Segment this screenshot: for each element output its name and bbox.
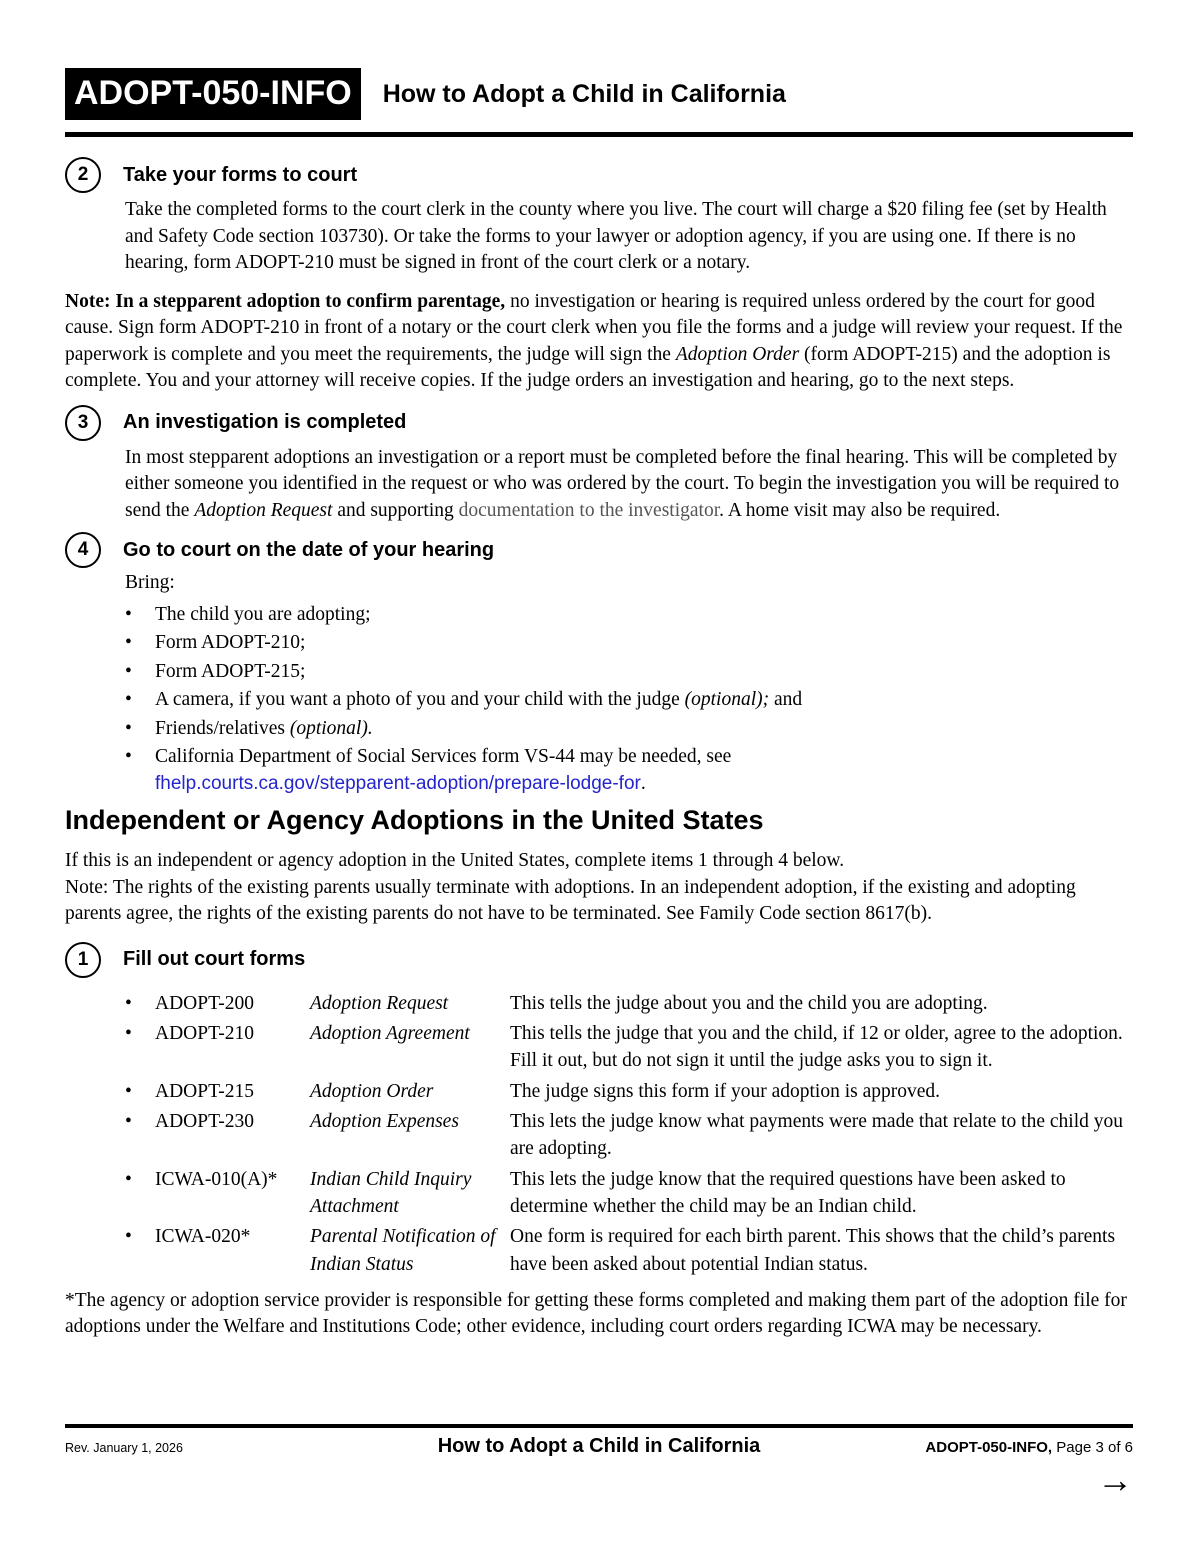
bullet-marker: • [125, 746, 132, 768]
step-number-badge: 2 [65, 157, 101, 193]
page-title: How to Adopt a Child in California [382, 79, 786, 108]
text-segment: California Department of Social Services form VS-44 may be needed, see [155, 746, 732, 768]
bullet-marker: • [125, 717, 132, 739]
step-heading: Fill out court forms [123, 948, 306, 971]
list-item [125, 716, 1133, 743]
doc-header [65, 68, 1133, 120]
bullet-text [155, 659, 1133, 686]
bring-list [65, 602, 1133, 798]
text-segment: no investigation or hearing is required unless ordered by the court for good cause. Sign form ADOPT-210 in front of a notary or the court clerk when you file the forms and a judge will review your request. If the paperwork is complete and you meet the requirements, the judge will sign the [65, 290, 1123, 365]
bullet-marker: • [125, 689, 132, 711]
bullet-marker: • [125, 992, 132, 1014]
text-segment: . [640, 772, 646, 794]
step-heading: Go to court on the date of your hearing [123, 538, 495, 561]
footer-page-number: Page 3 of 6 [1056, 1439, 1133, 1456]
step-head [65, 405, 1133, 441]
footer-title: How to Adopt a Child in California [437, 1435, 761, 1457]
form-row [125, 1166, 1133, 1221]
form-description: One form is required for each birth parent. This shows that the child’s parents have been asked about potential Indian status. [510, 1226, 1116, 1275]
form-name: Adoption Request [310, 992, 449, 1014]
step-head [65, 157, 1133, 193]
footer [65, 1424, 1133, 1498]
bullet-text [155, 716, 1133, 743]
form-name: Adoption Agreement [310, 1023, 470, 1045]
bullet-marker: • [125, 1111, 132, 1133]
bullet-marker: • [125, 1080, 132, 1102]
text-segment: Adoption Request [194, 499, 333, 521]
step-head [65, 942, 1133, 978]
form-description: This lets the judge know what payments were made that relate to the child you are adopting. [510, 1111, 1123, 1160]
step-heading: An investigation is completed [123, 411, 407, 434]
form-code: ICWA-010(A)* [155, 1168, 278, 1190]
form-description: This tells the judge about you and the child you are adopting. [510, 992, 988, 1014]
form-code: ADOPT-230 [155, 1111, 254, 1133]
text-segment: Adoption Order [675, 343, 800, 365]
footer-form-code: ADOPT-050-INFO, [925, 1439, 1053, 1456]
step-body [125, 445, 1133, 525]
form-description: This tells the judge that you and the child, if 12 or older, agree to the adoption. Fill it out, but do not sign it until the judge asks you to sign it. [510, 1023, 1123, 1072]
text-segment: and [769, 689, 803, 711]
form-description: The judge signs this form if your adoption is approved. [510, 1080, 941, 1102]
form-row [125, 1223, 1133, 1278]
bullet-marker: • [125, 1226, 132, 1248]
text-segment: Form ADOPT-210; [155, 632, 306, 654]
text-segment: Note: In a stepparent adoption to confirm parentage, [65, 290, 506, 312]
list-item [125, 744, 1133, 797]
list-item [125, 659, 1133, 686]
form-code: ADOPT-200 [155, 992, 254, 1014]
bullet-text [155, 602, 1133, 629]
form-code: ADOPT-210 [155, 1023, 254, 1045]
footer-rule [65, 1424, 1133, 1428]
bullet-marker: • [125, 632, 132, 654]
step-number-badge: 3 [65, 405, 101, 441]
text-segment: The child you are adopting; [155, 603, 371, 625]
bullet-marker: • [125, 603, 132, 625]
note-paragraph [65, 289, 1133, 395]
section-intro: If this is an independent or agency adoption in the United States, complete items 1 through 4 below. [65, 850, 845, 872]
form-name: Adoption Expenses [310, 1111, 459, 1133]
step-number-badge: 1 [65, 942, 101, 978]
list-item [125, 630, 1133, 657]
bullet-marker: • [125, 660, 132, 682]
step-body: Take the completed forms to the court clerk in the county where you live. The court will charge a $20 filing fee (set by Health and Safety Code section 103730). Or take the forms to your lawyer or adoption agency, if you are using one. If there is no hearing, form ADOPT-210 must be signed in front of the court clerk or a notary. [125, 199, 1107, 274]
step-number-badge: 4 [65, 532, 101, 568]
step-2-section [65, 157, 1133, 277]
step-heading: Take your forms to court [123, 163, 358, 186]
step-head [65, 532, 1133, 568]
footer-revision-date: Rev. January 1, 2026 [65, 1441, 183, 1455]
form-row [125, 1078, 1133, 1105]
form-description: This lets the judge know that the required questions have been asked to determine whether the child may be an Indian child. [510, 1168, 1066, 1217]
bullet-text [155, 744, 1133, 797]
inline-link[interactable]: fhelp.courts.ca.gov/stepparent-adoption/prepare-lodge-for [155, 772, 641, 794]
bullet-marker: • [125, 1023, 132, 1045]
step-1-section [65, 942, 1133, 1278]
text-segment: . A home visit may also be required. [719, 499, 1001, 521]
text-segment: documentation to the investigator [458, 499, 720, 521]
next-page-arrow-icon: → [1097, 1459, 1133, 1500]
list-item [125, 687, 1133, 714]
text-segment: (optional); [684, 689, 770, 711]
bring-intro: Bring: [125, 572, 175, 594]
section-note: Note: The rights of the existing parents usually terminate with adoptions. In an independent adoption, if the existing and adopting parents agree, the rights of the existing parents do not have to be terminated. See Family Code section 8617(b). [65, 876, 1076, 925]
form-code: ADOPT-215 [155, 1080, 254, 1102]
footnote: *The agency or adoption service provider is responsible for getting these forms completed and making them part of the adoption file for adoptions under the Welfare and Institutions Code; other evidence, including court orders regarding ICWA may be necessary. [65, 1289, 1127, 1338]
form-name: Indian Child Inquiry Attachment [310, 1168, 472, 1217]
text-segment: Friends/relatives [155, 717, 290, 739]
text-segment: Form ADOPT-215; [155, 660, 306, 682]
bullet-text [155, 687, 1133, 714]
list-item [125, 602, 1133, 629]
header-rule [65, 132, 1133, 137]
bullet-text [155, 630, 1133, 657]
text-segment: In most stepparent adoptions an investigation or a report must be completed before the final hearing. This will be completed by either someone you identified in the request or who was ordered by the court. To begin the investigation you will be required to send the [125, 446, 1120, 521]
text-segment: (form ADOPT-215) and the adoption is complete. You and your attorney will receive copies. If the judge orders an investigation and hearing, go to the next steps. [65, 343, 1111, 392]
form-name: Adoption Order [310, 1080, 434, 1102]
text-segment: and supporting [332, 499, 459, 521]
forms-list [65, 990, 1133, 1278]
text-segment: A camera, if you want a photo of you and your child with the judge [155, 689, 685, 711]
step-4-section [65, 532, 1133, 797]
form-code-badge: ADOPT-050-INFO [65, 68, 361, 120]
section-heading: Independent or Agency Adoptions in the United States [65, 805, 764, 836]
text-segment: (optional). [289, 717, 373, 739]
footer-page-info [760, 1439, 1133, 1456]
form-row [125, 1020, 1133, 1075]
step-3-section [65, 405, 1133, 525]
form-name: Parental Notification of Indian Status [310, 1226, 496, 1275]
form-row [125, 1108, 1133, 1163]
bullet-marker: • [125, 1168, 132, 1190]
form-code: ICWA-020* [155, 1226, 251, 1248]
footer-row [65, 1435, 1133, 1458]
form-row [125, 990, 1133, 1017]
